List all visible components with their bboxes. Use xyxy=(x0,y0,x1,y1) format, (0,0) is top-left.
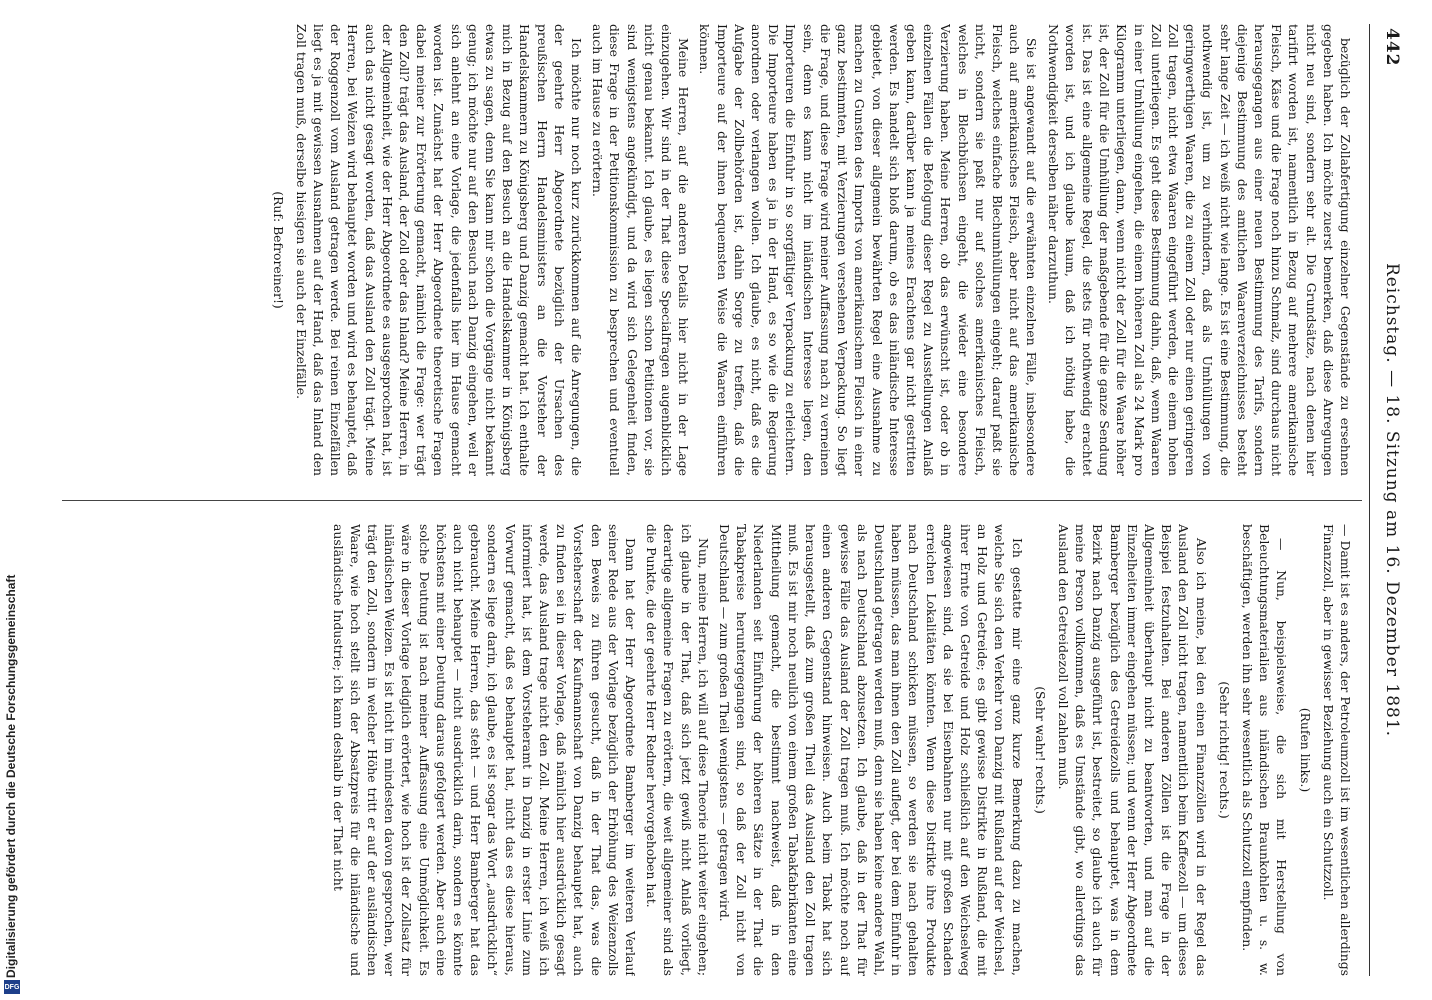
paragraph: — Nun, beispielsweise, die sich mit Herstellung von Beleuchtungsmaterialien aus inländischen Braunkohlen u. s. w. beschäftigen, werden ihn sehr wesentlich als Schutzzoll empfinden. xyxy=(1239,524,1290,976)
right-column xyxy=(64,524,1354,976)
document-page xyxy=(32,0,1432,1000)
left-column xyxy=(64,24,1354,476)
paragraph: Also ich meine, bei den einen Finanzzöllen wird in der Regel das Ausland den Zoll nicht tragen, namentlich beim Kaffeezoll — um dieses Beispiel festzuhalten. Bei anderen Zöllen ist die Frage in der Allgemeinheit überhaupt nicht zu beantworten, und man auf die Einzelheiten immer eingehen müssen; und wenn der Herr Abgeordnete Bamberger bezüglich des Getreidezolls und behauptet, was in dem Bezirk nach Danzig ausgeführt ist, bestreitet, so glaube ich auch für meine Person vollkommen, daß es Umstände gibt, wo allerdings das Ausland den Getreidezoll voll zahlen muß. xyxy=(1055,524,1209,976)
paragraph: Ich gestatte mir eine ganz kurze Bemerkung dazu zu machen, welche Sie sich den Verkehr von Danzig mit Rußland auf der Weichsel, an Holz und Getreide; es gibt gewisse Distrikte in Rußland, die mit ihrer Ernte von Getreide und Holz schließlich auf den Weichselweg angewiesen sind, da sie bei Eisenbahnen nur mit großen Schaden erreichen Lokalitäten könnten. Wenn diese Distrikte ihre Produkte nach Deutschland schicken müssen, so werden sie nach gehalten haben müssen, das man ihnen den Zoll auflegt, der bei dem Einfuhr in Deutschland getragen werden muß, denn sie haben keine andere Wahl, als nach Deutschland abzusetzen. Ich glaube, daß in der That für gewisse Fälle das Ausland der Zoll tragen muß. Ich möchte noch auf einen anderen Gegenstand hinweisen. Auch beim Tabak hat sich herausgestellt, daß zum großen Theil das Ausland den Zoll tragen muß. Es ist mir noch neulich von einem großen Tabakfabrikanten eine Mittheilung gemacht, die bestimmt nachweist, daß in den Niederlanden seit Einführung der höheren Sätze in der That die Tabakpreise heruntergegangen sind, so daß der Zoll nicht von Deutschland — zum großen Theil wenigstens — getragen wird. xyxy=(717,524,1025,976)
interjection: (Ruf: Befroreiner!) xyxy=(270,191,286,309)
paragraph: Sie ist angewandt auf die erwähnten einzelnen Fälle, insbesondere auch auf amerikanisches Fleisch, aber nicht auf das amerikanische Fleisch, welches einfache Blechumhüllungen eingeht; darauf paßt sie nicht, sondern sie paßt nur auf solches amerikanisches Fleisch, welches in Blechbüchsen eingeht, die wieder eine besondere Verzierung haben. Meine Herren, ob das erwünscht ist, oder ob in einzelnen Fällen die Befolgung dieser Regel zu Ausstellungen Anlaß geben kann, darüber kann ja meines Erachtens gar nicht gestritten werden. Es handelt sich bloß darum, ob es das inländische Interesse gebietet, von dieser allgemein bewährten Regel eine Ausnahme zu machen zu Gunsten des Imports von amerikanischem Fleisch in einer ganz bestimmten, mit Verzierungen versehenen Verpackung. So liegt die Frage, und diese Frage wird meiner Auffassung nach zu verneinen sein, denn es kann nicht im inländischen Interesse liegen, den Importeuren die Einfuhr in so sorgfältiger Verpackung zu erleichtern. Die Importeure haben es ja in der Hand, es so wie die Regierung anordnen oder verlangen wollen. Ich glaube, es nicht, daß es die Aufgabe der Zollbehörden ist, dahin Sorge zu treffen, daß die Importeure auf der ihnen bequemsten Weise die Waaren einführen können. xyxy=(697,24,1040,476)
paragraph: Meine Herren, auf die anderen Details hier nicht in der Lage einzugehen. Wir sind in der That diese Specialfragen augenblicklich nicht genau bekannt. Ich glaube, es liegen schon Petitionen vor, sie sind wenigstens angekündigt, und da wird sich Gelegenheit finden, diese Frage in der Petitionskommission zu besprechen und eventuell auch im Hause zu erörtern. xyxy=(590,24,692,476)
paragraph: bezüglich der Zollabfertigung einzelner Gegenstände zu ersehnen gegeben haben. Ich möchte zuerst bemerken, daß diese Anregungen nicht neu sind, sondern sehr alt. Die Grundsätze, nach denen hier tarifirt worden ist, namentlich in Bezug auf mehrere amerikanische Fleisch, Käse und die Frage noch hinzu Schmalz, sind durchaus nicht herausgegangen aus einer neuen Bestimmung des Tarifs, sondern diejenige Bestimmung des amtlichen Waarenverzeichnisses besteht sehr lange Zeit — ich weiß nicht wie lange. Es ist eine Bestimmung, die nothwendig ist, um zu verhindern, daß als Umhüllungen von geringwerthigen Waaren, die zu einem Zoll oder nur einen geringeren Zoll tragen, nicht etwa Waaren eingeführt werden, die einem hohen Zoll unterliegen. Es geht diese Bestimmung dahin, daß, wenn Waaren in einer Umhüllung eingehen, die einem höheren Zoll als 24 Mark pro Kilogramm unterliegen, dann, wenn nicht der Zoll für die Waare höher ist, der Zoll für die Umhüllung der maßgebende für die ganze Sendung ist. Das ist eine allgemeine Regel, die stets für nothwendig erachtet worden ist, und ich glaube kaum, daß ich nöthig habe, die Nothwendigkeit derselben näher darzuthun. xyxy=(1045,24,1353,476)
page-header xyxy=(1369,24,1410,976)
column-divider xyxy=(62,500,1362,501)
paragraph: — Damit ist es anders, der Petroleumzoll ist im wesentlichen allerdings Finanzzoll, aber in gewisser Beziehung auch ein Schutzzoll. xyxy=(1320,524,1353,976)
interjection: (Rufen links.) xyxy=(1297,707,1313,793)
paragraph: Dann hat der Herr Abgeordnete Bamberger im weiteren Verlauf seiner Rede aus der Vorlage bezüglich der Erhöhung des Weizenzolls den Beweis zu führen gesucht, daß in der That das, was die Vorsteherschaft der Kaufmannschaft von Danzig behauptet hat, auch zu finden sei in dieser Vorlage, daß nämlich hier ausdrücklich gesagt werde, das Ausland trage nicht den Zoll. Meine Herren, ich weiß ich informiert hat, ist dem Vorsteheramt in Danzig in erster Linie zum Vorwurf gemacht, daß es behauptet hat, nicht das es diese hieraus, sondern es liege darin, ich glaube, es ist sogar das Wort „ausdrücklich“ gebraucht. Meine Herren, das steht — und Herr Bamberger hat das auch nicht behauptet — nicht ausdrücklich darin, sondern es könnte höchstens mit einer Deutung daraus gefolgert werden. Aber auch eine solche Deutung ist nach meiner Auffassung eine Unmöglichkeit. Es wäre in dieser Vorlage lediglich erörtert, wie hoch ist der Zollsatz für inländischen Weizen. Es ist nicht im mindesten davon gesprochen, wer trägt den Zoll, sondern in welcher Höhe tritt er auf der ausländischen Waare, wie hoch stellt sich der Absatzpreis für die inländische und ausländische Industrie; ich kann deshalb in der That nicht xyxy=(330,524,639,976)
paragraph: Ich möchte nur noch kurz zurückkommen auf die Anregungen, die der geehrte Herr Abgeordnete bezüglich der Ursachen des preußischen Herrn Handelsministers an die Vorsteher der Handelskammern zu Königsberg und Danzig gemacht hat. Ich enthalte mich in Bezug auf den Besuch an die Handelskammer in Königsberg etwas zu sagen, denn Sie kann mir schon die Vorgänge nicht bekannt genug; ich möchte nur auf den Besuch nach Danzig eingehen, weil er sich anlehnt an eine Vorlage, die jedenfalls hier im Hause gemacht worden ist. Zunächst hat der Herr Abgeordnete theoretische Fragen dabei meiner zur Erörterung gemacht, nämlich die Frage: wer trägt den Zoll? trägt das Ausland, der Zoll oder das Inland? Meine Herren, in der Allgemeinheit, wie der Herr Abgeordnete es ausgesprochen hat, ist auch das nicht gesagt worden, daß das Ausland den Zoll trägt. Meine Herren, bei Weizen wird behauptet worden und wird es behauptet, daß der Roggenzoll vom Ausland getragen werde. Bei reinen Einzelfällen liegt es ja mit gewissen Ausnahmen auf der Hand, daß das Inland den Zoll tragen muß, derselbe hiesigen sie auch der Einzelfälle. xyxy=(293,24,585,476)
interjection: (Sehr richtig! rechts.) xyxy=(1216,681,1232,819)
page-title: Reichstag. — 18. Sitzung am 16. Dezember 1881. xyxy=(1382,262,1402,738)
page-number: 442 xyxy=(1382,28,1402,67)
interjection: (Sehr wahr! rechts.) xyxy=(1032,686,1048,814)
credit-strip xyxy=(0,0,28,1000)
paragraph: Nun, meine Herren, ich will auf diese Theorie nicht weiter eingehen; ich glaube in der That, daß sich jetzt gewiß nicht Anlaß vorliegt, derartige allgemeine Fragen zu erörtern, die weit allgemeiner sind als die Punkte, die der geehrte Herr Redner hervorgehoben hat. xyxy=(644,524,711,976)
funding-credit: Digitalisierung gefördert durch die Deutsche Forschungsgemeinschaft xyxy=(4,574,18,978)
dfg-logo-icon: DFG xyxy=(4,980,20,994)
